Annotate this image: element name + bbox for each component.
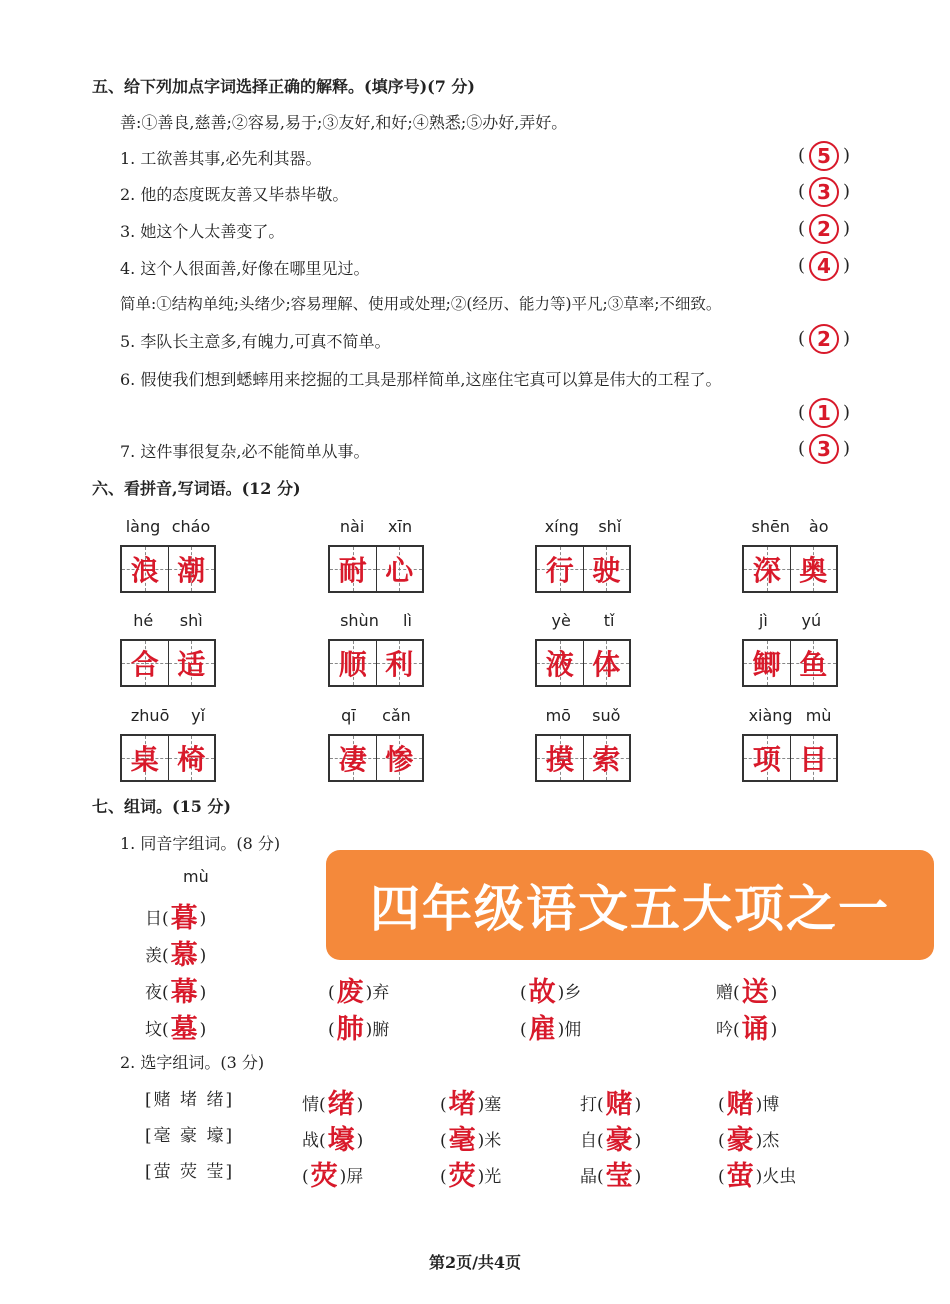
answer-char: 绪 [327,1089,355,1120]
pinyin [328,706,424,728]
answer-number: 1 [809,398,839,428]
answer-char-cell [790,641,837,685]
pinyin-syllable: shēn [751,517,790,536]
word-suffix: ) [634,1095,642,1115]
pinyin [742,517,838,539]
word-prefix: 打( [580,1095,604,1115]
answer-char-cell [122,736,168,780]
answer-char: 摸 [545,743,574,776]
answer-char: 驶 [592,554,621,587]
answer-char-cell [744,641,790,685]
answer-char-cell [168,547,215,591]
paren-open: ( [797,402,805,423]
section6-title: 六、看拼音,写词语。(12 分) [92,479,301,498]
answer-char: 利 [385,648,414,681]
word-suffix: ) [634,1131,642,1151]
word-suffix: )杰 [755,1131,780,1151]
answer-slot [798,251,850,281]
pinyin-word [328,517,424,593]
answer-char: 送 [741,977,769,1008]
word-fill [145,896,206,935]
answer-char-cell [376,547,423,591]
paren-open: ( [797,255,805,276]
question-row: 3. 她这个人太善变了。 [120,222,285,241]
answer-char: 适 [177,648,206,681]
section7-title: 七、组词。(15 分) [92,797,231,816]
tianzige-box [328,734,424,782]
word-fill [328,970,389,1009]
paren-close: ) [842,402,850,423]
page-footer: 第2页/共4页 [428,1253,522,1272]
answer-char-cell [583,736,630,780]
word-prefix: 战( [302,1131,326,1151]
pinyin-syllable: shì [179,611,203,630]
answer-char: 莹 [605,1161,633,1192]
answer-char: 惨 [385,743,414,776]
pinyin-word [535,517,631,593]
section5-title: 五、给下列加点字词选择正确的解释。(填序号)(7 分) [92,77,475,96]
word-prefix: ( [718,1095,725,1115]
tianzige-box [535,545,631,593]
word-suffix: )米 [477,1131,502,1151]
tianzige-box [120,639,216,687]
answer-char: 潮 [177,554,206,587]
word-prefix: ( [440,1131,447,1151]
word-fill [718,1082,779,1121]
question-row: 5. 李队长主意多,有魄力,可真不简单。 [120,332,391,351]
definition-jiandan: 简单:①结构单纯;头绪少;容易理解、使用或处理;②(经历、能力等)平凡;③草率;不细致。 [120,295,722,313]
answer-char: 壕 [327,1125,355,1156]
tianzige-box [742,639,838,687]
question-row: 4. 这个人很面善,好像在哪里见过。 [120,259,370,278]
tianzige-box [328,545,424,593]
pinyin-syllable: suǒ [592,706,621,725]
pinyin-word [742,517,838,593]
word-suffix: )塞 [477,1095,502,1115]
answer-char-cell [122,547,168,591]
word-prefix: 日( [145,909,169,929]
answer-char: 故 [528,977,556,1008]
answer-char: 废 [336,977,364,1008]
answer-char-cell [376,641,423,685]
paren-close: ) [842,181,850,202]
word-prefix: ( [520,983,527,1003]
pinyin-syllable: làng [125,517,161,536]
answer-char-cell [790,736,837,780]
word-suffix: ) [356,1131,364,1151]
subsection1-title: 1. 同音字组词。(8 分) [120,834,281,853]
answer-char-cell [168,736,215,780]
char-options: [赌 堵 绪] [145,1090,235,1110]
pinyin-syllable: xiàng [748,706,793,725]
answer-char: 毫 [448,1125,476,1156]
paren-close: ) [842,255,850,276]
answer-slot [798,398,850,428]
answer-char-cell [168,641,215,685]
pinyin-syllable: hé [133,611,154,630]
word-fill [520,970,581,1009]
pinyin-syllable: lì [403,611,412,630]
answer-char: 深 [752,554,781,587]
char-options: [萤 荧 莹] [145,1162,235,1182]
answer-char: 肺 [336,1014,364,1045]
answer-char-cell [330,547,376,591]
word-fill [302,1154,363,1193]
word-suffix: )屏 [339,1167,364,1187]
word-suffix: ) [770,983,778,1003]
answer-char: 凄 [338,743,367,776]
word-suffix: )博 [755,1095,780,1115]
answer-char: 浪 [130,554,159,587]
word-prefix: 晶( [580,1167,604,1187]
pinyin-word [120,706,216,782]
word-fill [145,933,206,972]
paren-open: ( [797,438,805,459]
word-prefix: 自( [580,1131,604,1151]
answer-char: 堵 [448,1089,476,1120]
answer-char: 荧 [310,1161,338,1192]
answer-char-cell [744,736,790,780]
word-fill [145,970,206,1009]
answer-char: 荧 [448,1161,476,1192]
word-suffix: )腑 [365,1020,390,1040]
word-fill [440,1082,501,1121]
word-prefix: ( [440,1167,447,1187]
answer-char: 暮 [170,903,198,934]
paren-open: ( [797,218,805,239]
tianzige-box [120,734,216,782]
word-prefix: ( [440,1095,447,1115]
answer-char: 合 [130,648,159,681]
pinyin [742,611,838,633]
answer-char-cell [583,547,630,591]
pinyin-syllable: xíng [544,517,579,536]
answer-slot [798,324,850,354]
paren-open: ( [797,181,805,202]
answer-char-cell [790,547,837,591]
paren-close: ) [842,145,850,166]
answer-number: 3 [809,434,839,464]
word-suffix: )光 [477,1167,502,1187]
word-fill [716,1007,777,1046]
pinyin-syllable: cǎn [382,706,411,725]
word-prefix: ( [302,1167,309,1187]
paren-close: ) [842,438,850,459]
answer-char: 鲫 [752,648,781,681]
answer-char-cell [376,736,423,780]
answer-char: 行 [545,554,574,587]
answer-char: 目 [799,743,828,776]
question-row: 2. 他的态度既友善又毕恭毕敬。 [120,185,349,204]
answer-char-cell [122,641,168,685]
answer-char: 项 [752,743,781,776]
answer-slot [798,141,850,171]
word-prefix: 吟( [716,1020,740,1040]
pinyin-syllable: qī [341,706,356,725]
word-suffix: ) [199,983,207,1003]
pinyin-word [742,706,838,782]
pinyin [535,517,631,539]
answer-char: 慕 [170,940,198,971]
answer-char: 心 [385,554,414,587]
answer-char-cell [537,641,583,685]
word-fill [440,1118,501,1157]
word-prefix: 羡( [145,946,169,966]
word-prefix: 赠( [716,983,740,1003]
char-options: [毫 豪 壕] [145,1126,235,1146]
answer-char: 萤 [726,1161,754,1192]
answer-char: 诵 [741,1014,769,1045]
answer-char: 雇 [528,1014,556,1045]
word-suffix: )弃 [365,983,390,1003]
definition-shan: 善:①善良,慈善;②容易,易于;③友好,和好;④熟悉;⑤办好,弄好。 [120,113,568,132]
answer-slot [798,177,850,207]
word-fill [440,1154,501,1193]
answer-char: 幕 [170,977,198,1008]
pinyin-word [535,706,631,782]
answer-number: 3 [809,177,839,207]
word-suffix: ) [356,1095,364,1115]
answer-number: 2 [809,324,839,354]
pinyin [120,611,216,633]
word-fill [520,1007,581,1046]
word-suffix: )火虫 [755,1167,797,1187]
word-fill [580,1154,641,1193]
word-fill [302,1118,363,1157]
word-prefix: ( [718,1131,725,1151]
answer-char: 豪 [726,1125,754,1156]
pinyin [535,611,631,633]
pinyin-syllable: zhuō [130,706,170,725]
pinyin-word [742,611,838,687]
tianzige-box [742,734,838,782]
answer-char-cell [583,641,630,685]
pinyin [742,706,838,728]
answer-char-cell [330,641,376,685]
pinyin-word [120,517,216,593]
answer-char: 赌 [726,1089,754,1120]
pinyin-syllable: yǐ [191,706,206,725]
pinyin-syllable: xīn [388,517,413,536]
tianzige-box [742,545,838,593]
pinyin-word [328,611,424,687]
question-row: 6. 假使我们想到蟋蟀用来挖掘的工具是那样简单,这座住宅真可以算是伟大的工程了。 [120,370,722,389]
pinyin-syllable: yú [801,611,822,630]
answer-char-cell [537,547,583,591]
answer-slot [798,434,850,464]
tianzige-box [120,545,216,593]
pinyin-word [120,611,216,687]
pinyin-word [328,706,424,782]
answer-char: 体 [592,648,621,681]
tianzige-box [535,639,631,687]
pinyin [120,706,216,728]
answer-char-cell [744,547,790,591]
answer-char: 桌 [130,743,159,776]
word-fill [580,1118,641,1157]
mu-pinyin: mù [183,867,209,886]
paren-open: ( [797,328,805,349]
answer-number: 2 [809,214,839,244]
pinyin-syllable: yè [551,611,571,630]
answer-char: 椅 [177,743,206,776]
word-fill [580,1082,641,1121]
pinyin-syllable: tǐ [603,611,615,630]
word-prefix: ( [328,1020,335,1040]
word-suffix: ) [199,909,207,929]
word-fill [145,1007,206,1046]
pinyin-syllable: nài [339,517,365,536]
word-prefix: 坟( [145,1020,169,1040]
paren-open: ( [797,145,805,166]
word-suffix: )佣 [557,1020,582,1040]
word-fill [302,1082,363,1121]
pinyin-syllable: shùn [340,611,379,630]
word-suffix: )乡 [557,983,582,1003]
word-suffix: ) [199,946,207,966]
answer-number: 5 [809,141,839,171]
pinyin-syllable: mù [805,706,832,725]
pinyin-syllable: mō [545,706,571,725]
answer-char: 赌 [605,1089,633,1120]
answer-char: 奥 [799,554,828,587]
answer-number: 4 [809,251,839,281]
pinyin [328,611,424,633]
answer-slot [798,214,850,244]
word-prefix: 夜( [145,983,169,1003]
word-prefix: ( [718,1167,725,1187]
pinyin [328,517,424,539]
word-fill [328,1007,389,1046]
pinyin-syllable: jì [758,611,768,630]
question-row: 7. 这件事很复杂,必不能简单从事。 [120,442,370,461]
answer-char-cell [537,736,583,780]
word-prefix: ( [520,1020,527,1040]
paren-close: ) [842,328,850,349]
word-suffix: ) [770,1020,778,1040]
word-fill [716,970,777,1009]
pinyin-word [535,611,631,687]
word-prefix: ( [328,983,335,1003]
answer-char: 顺 [338,648,367,681]
word-suffix: ) [634,1167,642,1187]
word-suffix: ) [199,1020,207,1040]
pinyin [120,517,216,539]
word-fill [718,1154,796,1193]
answer-char: 墓 [170,1014,198,1045]
answer-char-cell [330,736,376,780]
answer-char: 索 [592,743,621,776]
question-row: 1. 工欲善其事,必先利其器。 [120,149,322,168]
pinyin-syllable: ào [808,517,829,536]
answer-char: 液 [545,648,574,681]
word-fill [718,1118,779,1157]
paren-close: ) [842,218,850,239]
title-banner: 四年级语文五大项之一 [326,850,934,960]
tianzige-box [535,734,631,782]
answer-char: 耐 [338,554,367,587]
answer-char: 鱼 [799,648,828,681]
pinyin-syllable: shǐ [598,517,622,536]
word-prefix: 情( [302,1095,326,1115]
answer-char: 豪 [605,1125,633,1156]
subsection2-title: 2. 选字组词。(3 分) [120,1053,265,1072]
pinyin-syllable: cháo [171,517,211,536]
tianzige-box [328,639,424,687]
pinyin [535,706,631,728]
